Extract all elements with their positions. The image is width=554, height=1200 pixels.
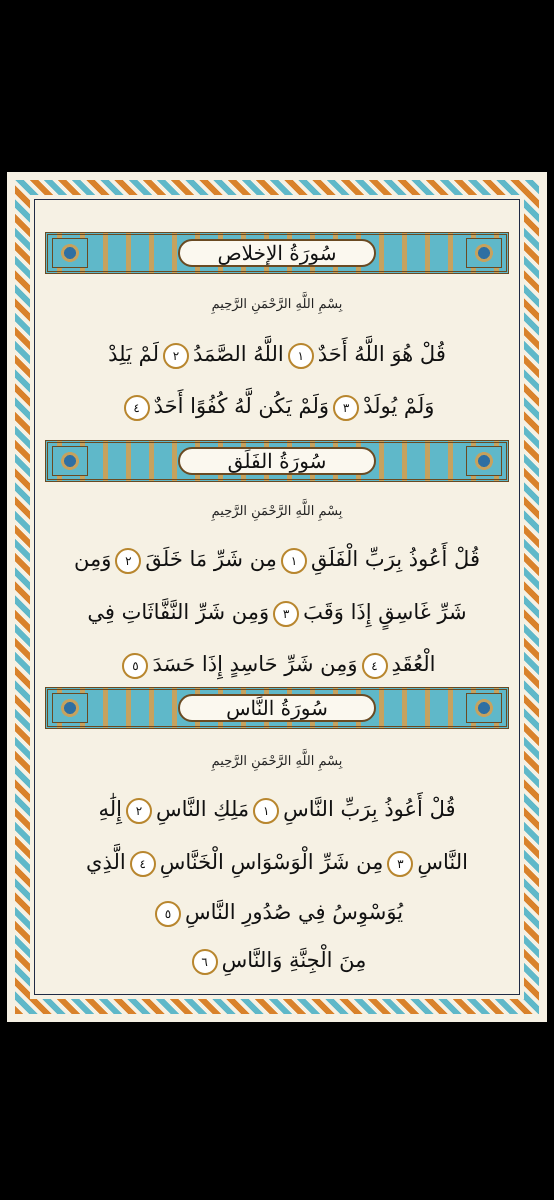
verse-number-marker: ٢ <box>126 798 152 824</box>
verse-line <box>57 948 497 975</box>
verse-text: النَّاسِ <box>417 850 468 874</box>
verse-text: مِن شَرِّ مَا خَلَقَ <box>145 547 277 571</box>
verse-number-marker: ٥ <box>122 653 148 679</box>
verse-text: الْعُقَدِ <box>391 652 436 676</box>
banner-ornament-icon <box>52 446 88 476</box>
verse-number-marker: ٣ <box>387 851 413 877</box>
verse-text: اللَّهُ الصَّمَدُ <box>192 342 284 366</box>
banner-ornament-icon <box>466 446 502 476</box>
verse-number-marker: ٤ <box>124 395 150 421</box>
verse-text: الَّذِي <box>86 850 126 874</box>
surah-banner <box>45 232 509 274</box>
verse-number-marker: ٢ <box>115 548 141 574</box>
basmala: بِسْمِ اللَّهِ الرَّحْمَنِ الرَّحِيمِ <box>211 504 343 519</box>
basmala: بِسْمِ اللَّهِ الرَّحْمَنِ الرَّحِيمِ <box>211 297 343 312</box>
verse-text: قُلْ هُوَ اللَّهُ أَحَدٌ <box>317 342 446 366</box>
surah-title: سُورَةُ النَّاس <box>226 696 328 720</box>
verse-text: لَمْ يَلِدْ <box>108 342 159 366</box>
verse-number-marker: ١ <box>288 343 314 369</box>
verse-number-marker: ٤ <box>362 653 388 679</box>
verse-number-marker: ٣ <box>273 601 299 627</box>
verse-line <box>57 394 497 421</box>
verse-line <box>57 652 497 679</box>
verse-number-marker: ٢ <box>163 343 189 369</box>
verse-text: وَلَمْ يُولَدْ <box>363 394 435 418</box>
verse-text: إِلَٰهِ <box>98 797 122 821</box>
verse-line <box>57 600 497 627</box>
banner-ornament-icon <box>52 238 88 268</box>
title-cartouche <box>178 694 376 722</box>
mushaf-page <box>7 172 547 1022</box>
verse-number-marker: ٣ <box>333 395 359 421</box>
verse-line <box>57 342 497 369</box>
title-cartouche <box>178 239 376 267</box>
title-cartouche <box>178 447 376 475</box>
surah-title: سُورَةُ الفَلَق <box>227 449 327 473</box>
verse-text: مِنَ الْجِنَّةِ وَالنَّاسِ <box>221 948 367 972</box>
surah-banner <box>45 687 509 729</box>
verse-line <box>57 797 497 824</box>
verse-text: قُلْ أَعُوذُ بِرَبِّ النَّاسِ <box>283 797 456 821</box>
verse-line <box>57 547 497 574</box>
verse-number-marker: ٦ <box>192 949 218 975</box>
verse-text: مِن شَرِّ الْوَسْوَاسِ الْخَنَّاسِ <box>159 850 384 874</box>
banner-ornament-icon <box>466 238 502 268</box>
verse-line <box>57 900 497 927</box>
verse-number-marker: ٤ <box>130 851 156 877</box>
verse-text: وَمِن <box>74 547 112 571</box>
verse-text: شَرِّ غَاسِقٍ إِذَا وَقَبَ <box>303 600 467 624</box>
verse-text: وَمِن شَرِّ النَّفَّاثَاتِ فِي <box>87 600 270 624</box>
surah-title: سُورَةُ الإخلاص <box>217 241 337 265</box>
banner-ornament-icon <box>466 693 502 723</box>
verse-text: وَمِن شَرِّ حَاسِدٍ إِذَا حَسَدَ <box>152 652 358 676</box>
verse-text: مَلِكِ النَّاسِ <box>155 797 250 821</box>
verse-line <box>57 850 497 877</box>
surah-banner <box>45 440 509 482</box>
verse-text: قُلْ أَعُوذُ بِرَبِّ الْفَلَقِ <box>310 547 480 571</box>
verse-text: وَلَمْ يَكُن لَّهُ كُفُوًا أَحَدٌ <box>153 394 330 418</box>
verse-number-marker: ١ <box>281 548 307 574</box>
banner-ornament-icon <box>52 693 88 723</box>
verse-number-marker: ١ <box>253 798 279 824</box>
verse-text: يُوَسْوِسُ فِي صُدُورِ النَّاسِ <box>184 900 404 924</box>
basmala: بِسْمِ اللَّهِ الرَّحْمَنِ الرَّحِيمِ <box>211 754 343 769</box>
verse-number-marker: ٥ <box>155 901 181 927</box>
